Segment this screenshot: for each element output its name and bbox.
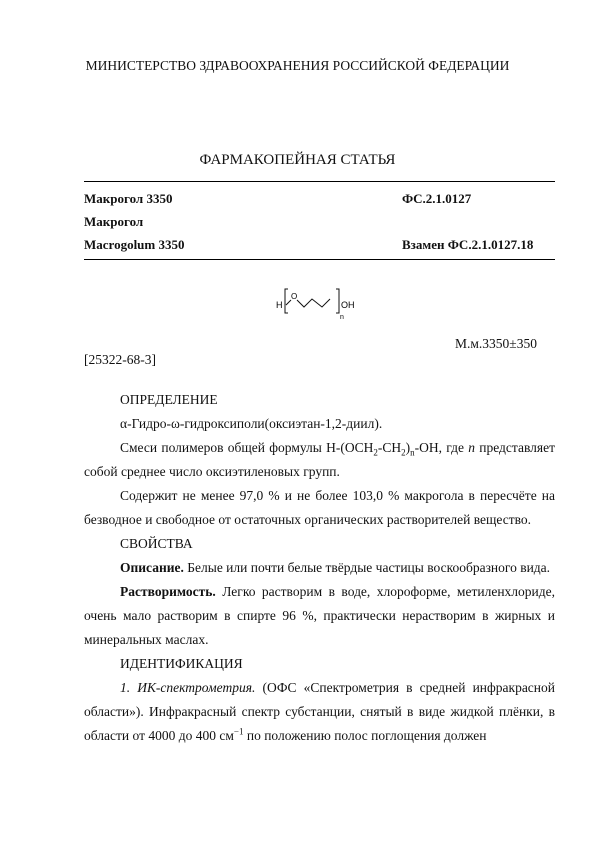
formula-oxygen: O bbox=[291, 292, 298, 301]
divider-bottom bbox=[84, 259, 555, 260]
document-type-title: ФАРМАКОПЕЙНАЯ СТАТЬЯ bbox=[199, 152, 396, 168]
substance-name-lat: Macrogolum 3350 bbox=[84, 237, 185, 252]
molecular-mass: М.м.3350±350 bbox=[455, 336, 537, 351]
replaces-code: Взамен ФС.2.1.0127.18 bbox=[402, 237, 534, 252]
definition-text: α-Гидро-ω-гидроксиполи(оксиэтан-1,2-диил). bbox=[120, 416, 383, 431]
description-label: Описание. bbox=[120, 560, 184, 575]
solubility-text: Растворимость. Легко растворим в воде, хлороформе, метиленхлориде, очень мало растворим в спирте 96 %, практически нерастворим в жирных и минеральных маслах. bbox=[84, 584, 555, 647]
ir-text: 1. ИК-спектрометрия. (ОФС «Спектрометрия в средней инфракрасной области»). Инфракрасный спектр субстанции, снятый в виде жидкой плёнки, в области от 4000 до 400 $см^{-1}$ по положению полос поглощения должен bbox=[84, 680, 555, 743]
mixture-text: Смеси полимеров общей формулы $H-(OCH_2-CH_2)_n-OH$, где n представляет собой среднее число оксиэтиленовых групп. bbox=[84, 440, 555, 479]
description-text: Описание. Белые или почти белые твёрдые частицы воскообразного вида. bbox=[120, 560, 551, 575]
substance-name-ru: Макрогол 3350 bbox=[84, 191, 173, 206]
formula-bracket-left bbox=[285, 289, 288, 313]
monograph-body bbox=[84, 388, 555, 748]
formula-left-h: H bbox=[276, 300, 283, 310]
content-text: Содержит не менее 97,0 % и не более 103,0 % макрогола в пересчёте на безводное и свободное от остаточных органических растворителей вещество. bbox=[84, 488, 555, 527]
section-properties-head: СВОЙСТВА bbox=[120, 536, 193, 551]
ministry-title: МИНИСТЕРСТВО ЗДРАВООХРАНЕНИЯ РОССИЙСКОЙ ФЕДЕРАЦИИ bbox=[85, 58, 510, 73]
section-identification-head: ИДЕНТИФИКАЦИЯ bbox=[120, 656, 243, 671]
solubility-label: Растворимость. bbox=[120, 584, 216, 599]
formula-bracket-right bbox=[336, 289, 339, 313]
formula-index-n: n bbox=[340, 314, 344, 321]
structural-formula bbox=[272, 281, 372, 321]
cas-number: [25322-68-3] bbox=[84, 352, 156, 367]
substance-name-ru-short: Макрогол bbox=[84, 214, 144, 229]
divider-top bbox=[84, 181, 555, 182]
monograph-code: ФС.2.1.0127 bbox=[402, 191, 472, 206]
formula-right-oh: OH bbox=[341, 300, 355, 310]
ir-label: ИК-спектрометрия. bbox=[137, 680, 256, 695]
section-definition-head: ОПРЕДЕЛЕНИЕ bbox=[120, 392, 218, 407]
